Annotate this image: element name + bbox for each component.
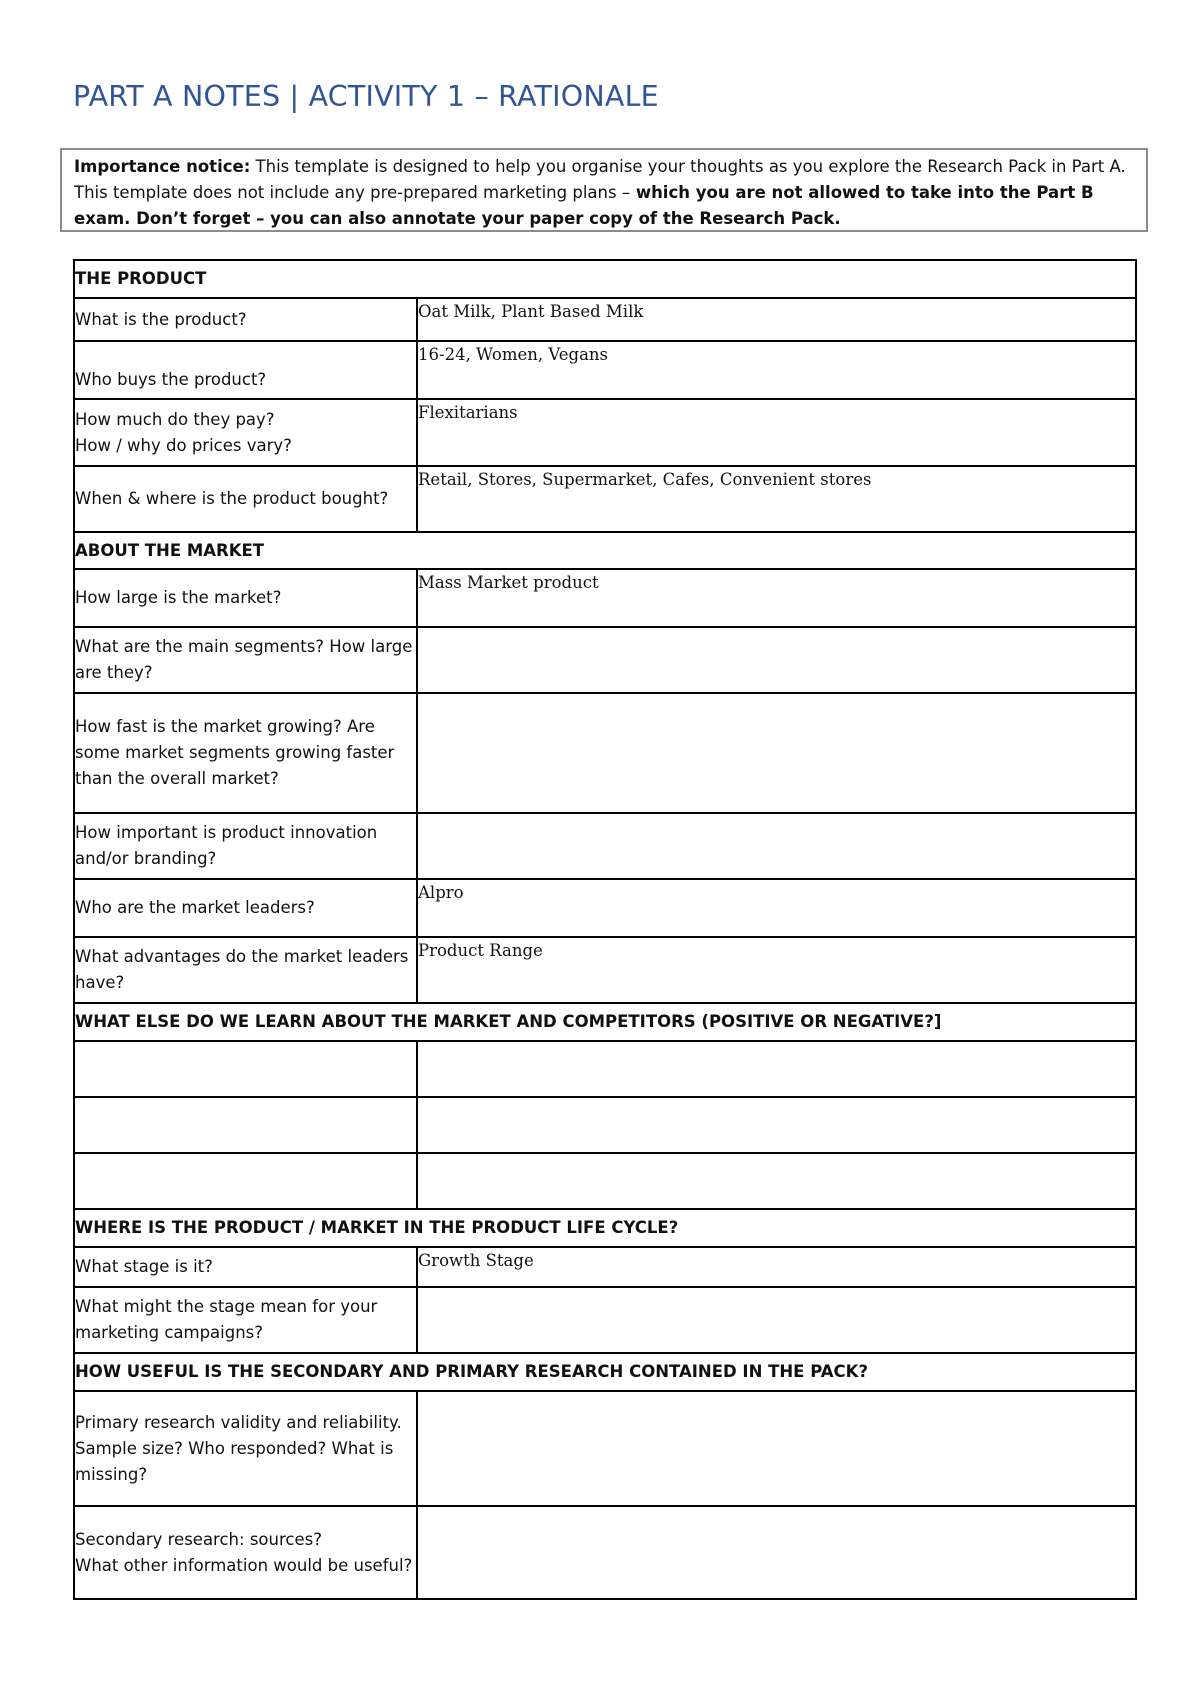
- answer-cell[interactable]: [417, 1041, 1136, 1097]
- table-row: [74, 1506, 1136, 1599]
- question-cell: What advantages do the market leaders have?: [74, 937, 417, 1003]
- table-row: [74, 1153, 1136, 1209]
- page-title: PART A NOTES | ACTIVITY 1 – RATIONALE: [73, 80, 659, 113]
- question-cell: Primary research validity and reliability. Sample size? Who responded? What is missing?: [74, 1391, 417, 1506]
- answer-cell[interactable]: Oat Milk, Plant Based Milk: [417, 298, 1136, 341]
- answer-cell[interactable]: [417, 1391, 1136, 1506]
- table-row: [74, 1097, 1136, 1153]
- question-cell: What are the main segments? How large are they?: [74, 627, 417, 693]
- answer-cell[interactable]: [417, 1506, 1136, 1599]
- table-row: [74, 341, 1136, 399]
- table-row: [74, 937, 1136, 1003]
- question-cell: Who are the market leaders?: [74, 879, 417, 937]
- answer-cell[interactable]: Growth Stage: [417, 1247, 1136, 1287]
- table-row: [74, 1287, 1136, 1353]
- blank-cell[interactable]: [74, 1153, 417, 1209]
- answer-cell[interactable]: Retail, Stores, Supermarket, Cafes, Convenient stores: [417, 466, 1136, 532]
- answer-cell[interactable]: [417, 1153, 1136, 1209]
- table-row: [74, 569, 1136, 627]
- answer-cell[interactable]: Flexitarians: [417, 399, 1136, 466]
- question-cell: What stage is it?: [74, 1247, 417, 1287]
- answer-cell[interactable]: Mass Market product: [417, 569, 1136, 627]
- table-row: [74, 399, 1136, 466]
- notes-table: [73, 259, 1137, 1600]
- answer-cell[interactable]: [417, 693, 1136, 813]
- table-row: [74, 466, 1136, 532]
- notice-text: This template is designed to help you organise your thoughts as you explore the Research Pack in Part A. This template does not include any pre-prepared marketing plans –: [74, 157, 1126, 202]
- answer-cell[interactable]: Product Range: [417, 937, 1136, 1003]
- importance-notice: [60, 148, 1148, 232]
- blank-cell[interactable]: [74, 1041, 417, 1097]
- answer-cell[interactable]: 16-24, Women, Vegans: [417, 341, 1136, 399]
- blank-cell[interactable]: [74, 1097, 417, 1153]
- answer-cell[interactable]: [417, 813, 1136, 879]
- question-cell: How important is product innovation and/or branding?: [74, 813, 417, 879]
- question-cell: Who buys the product?: [74, 341, 417, 399]
- table-row: [74, 298, 1136, 341]
- question-cell: How much do they pay? How / why do prices vary?: [74, 399, 417, 466]
- table-row: [74, 813, 1136, 879]
- notice-label: Importance notice:: [74, 157, 251, 176]
- notice-bold-text: which you are not allowed to take into the Part B exam. Don’t forget – you can also annotate your paper copy of the Research Pack.: [74, 183, 1094, 228]
- table-row: [74, 879, 1136, 937]
- question-cell: Secondary research: sources? What other information would be useful?: [74, 1506, 417, 1599]
- question-cell: What is the product?: [74, 298, 417, 341]
- question-cell: When & where is the product bought?: [74, 466, 417, 532]
- section-heading-research: HOW USEFUL IS THE SECONDARY AND PRIMARY RESEARCH CONTAINED IN THE PACK?: [74, 1353, 1136, 1391]
- question-cell: What might the stage mean for your marketing campaigns?: [74, 1287, 417, 1353]
- answer-cell[interactable]: [417, 1287, 1136, 1353]
- table-row: [74, 693, 1136, 813]
- answer-cell[interactable]: Alpro: [417, 879, 1136, 937]
- section-heading-learn: WHAT ELSE DO WE LEARN ABOUT THE MARKET AND COMPETITORS (POSITIVE OR NEGATIVE?]: [74, 1003, 1136, 1041]
- answer-cell[interactable]: [417, 627, 1136, 693]
- table-row: [74, 1247, 1136, 1287]
- section-heading-lifecycle: WHERE IS THE PRODUCT / MARKET IN THE PRODUCT LIFE CYCLE?: [74, 1209, 1136, 1247]
- section-heading-market: ABOUT THE MARKET: [74, 532, 1136, 569]
- table-row: [74, 1391, 1136, 1506]
- section-heading-product: THE PRODUCT: [74, 260, 1136, 298]
- table-row: [74, 627, 1136, 693]
- question-cell: How large is the market?: [74, 569, 417, 627]
- table-row: [74, 1041, 1136, 1097]
- question-cell: How fast is the market growing? Are some market segments growing faster than the overall market?: [74, 693, 417, 813]
- answer-cell[interactable]: [417, 1097, 1136, 1153]
